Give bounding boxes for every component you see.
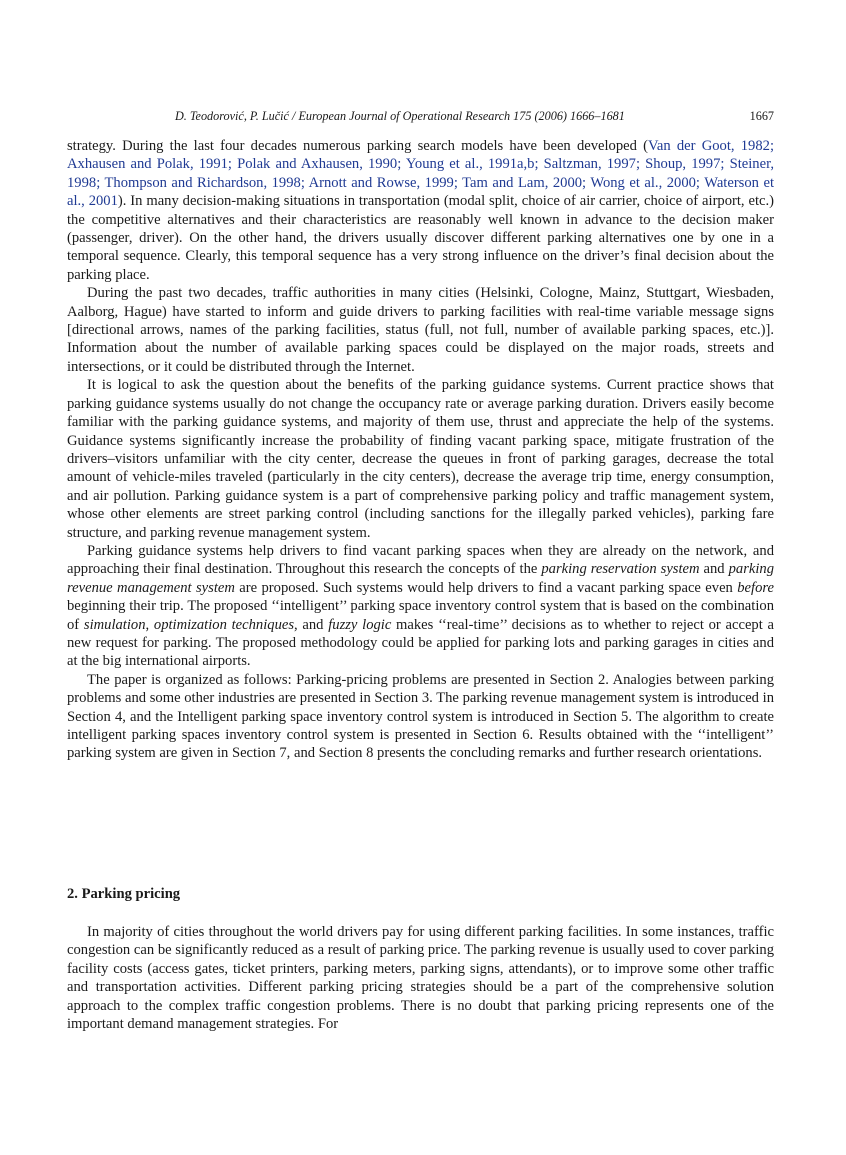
text-span: are proposed. Such systems would help drivers to find a vacant parking space even [234,579,738,596]
text-span: and [699,561,729,578]
running-head: D. Teodorović, P. Lučić / European Journal of Operational Research 175 (2006) 1666–1681 [175,109,625,123]
citation-links[interactable]: Van der Goot, 1982; Axhausen and Polak, 1991; Polak and Axhausen, 1990; Young et al., 1991a,b; Saltzman, 1997; Shoup, 1997; Steiner, 1998; Thompson and Richardson, 1998; Arnott and Rowse, 1999; Tam and Lam, 2000; Wong et al., 2000; Waterson et al., 2001 [67,138,775,210]
text-span: , and [294,616,329,633]
paragraph-3: It is logical to ask the question about the benefits of the parking guidance systems. Current practice shows that parking guidance systems usually do not change the occupancy rate or average parking duration. Drivers easily become familiar with the parking guidance systems, and majority of them use, thrust and appreciate the help of the systems. Guidance systems significantly increase the probability of finding vacant parking space, mitigate frustration of the drivers–visitors unfamiliar with the city center, decrease the queues in front of parking garages, decrease the total amount of vehicle-miles traveled (particularly in the city centers), decrease the average trip time, energy consumption, and air pollution. Parking guidance system is a part of comprehensive parking policy and traffic management system, whose other elements are street parking control (including sanctions for the illegally parked vehicles), parking fare structure, and parking revenue management system. [67,377,774,541]
emphasis: simulation [83,616,146,633]
emphasis: optimization techniques [153,616,295,633]
text-span: , [145,616,154,633]
text-span: beginning their trip. The proposed ‘‘intelligent’’ parking space inventory control system that is based on the combination of [67,598,774,633]
text-span: ). In many decision-making situations in transportation (modal split, choice of air carrier, choice of airport, etc.) the competitive alternatives and their characteristics are reasonably well known in advance to the decision maker (passenger, driver). On the other hand, the drivers usually discover different parking alternatives one by one in a temporal sequence. Clearly, this temporal sequence has a very strong influence on the driver’s final decision about the parking place. [67,193,774,283]
page-number: 1667 [749,109,774,123]
running-header [67,107,774,125]
section-heading: 2. Parking pricing [67,886,181,902]
paragraph-2: During the past two decades, traffic authorities in many cities (Helsinki, Cologne, Mainz, Stuttgart, Wiesbaden, Aalborg, Hague) have started to inform and guide drivers to parking facilities with real-time variable message signs [directional arrows, names of the parking facilities, status (full, not full, number of available parking spaces, etc.)]. Information about the number of available parking spaces could be displayed on the major roads, streets and intersections, or it could be distributed through the Internet. [67,285,774,375]
emphasis: parking reservation system [541,561,700,578]
paragraph-4 [67,542,774,671]
paragraph-1 [67,137,774,284]
paragraph-5: The paper is organized as follows: Parking-pricing problems are presented in Section 2. Analogies between parking problems and some other industries are presented in Section 3. The parking revenue management system is introduced in Section 4, and the Intelligent parking space inventory control system is introduced in Section 5. The algorithm to create intelligent parking spaces inventory control system is presented in Section 6. Results obtained with the ‘‘intelligent’’ parking system are given in Section 7, and Section 8 presents the concluding remarks and further research orientations. [67,671,774,762]
text-span: makes ‘‘real-time’’ decisions as to whether to reject or accept a new request for parking. The proposed methodology could be applied for parking lots and parking garages in cities and at the big international airports. [67,616,774,670]
emphasis: before [737,579,774,596]
emphasis: fuzzy logic [328,616,392,633]
intro-body [67,137,774,763]
text-span: strategy. During the last four decades numerous parking search models have been developed ( [67,138,648,154]
section-2-body [67,923,774,1033]
text-span: Parking guidance systems help drivers to find vacant parking spaces when they are already on the network, and approaching their final destination. Throughout this research the concepts of the [67,542,774,578]
emphasis: parking revenue management system [67,561,774,596]
section-2-paragraph-1: In majority of cities throughout the world drivers pay for using different parking facilities. In some instances, traffic congestion can be significantly reduced as a result of parking price. The parking revenue is usually used to cover parking facility costs (access gates, ticket printers, parking meters, parking signs, attendants), or to improve some other traffic and transportation activities. Different parking pricing strategies should be a part of the comprehensive solution approach to the complex traffic congestion problems. There is no doubt that parking pricing represents one of the important demand management strategies. For [67,924,774,1033]
